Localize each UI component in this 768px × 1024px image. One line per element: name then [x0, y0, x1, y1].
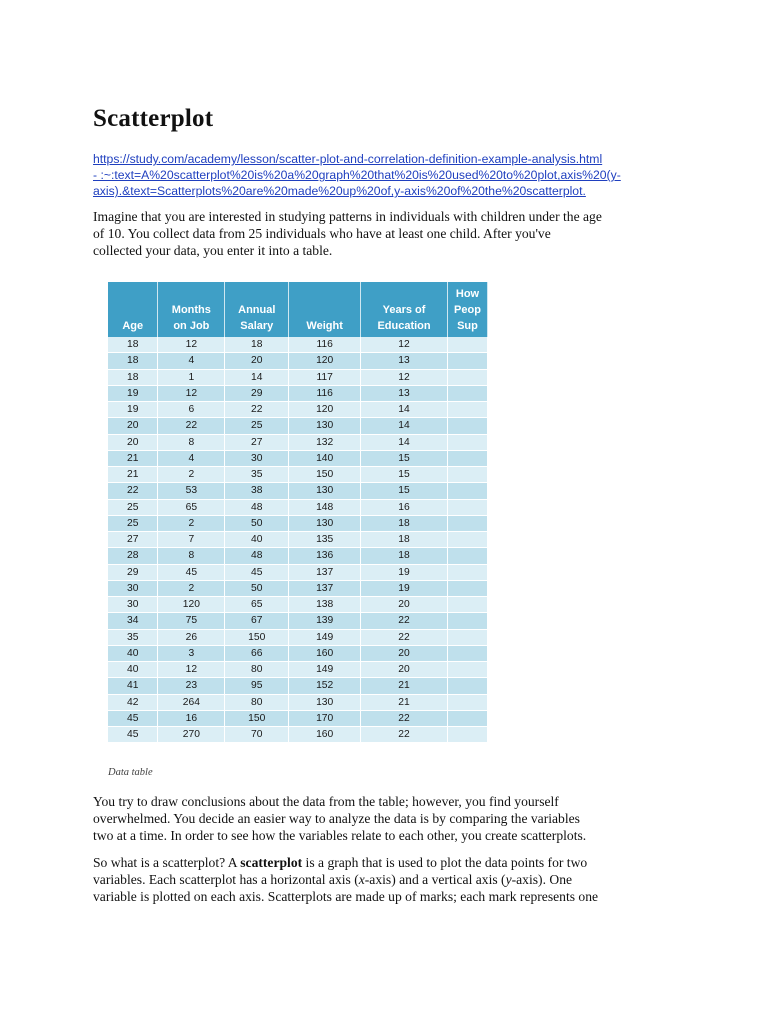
table-cell: 75	[158, 613, 225, 629]
table-row	[108, 385, 488, 401]
table-cell: 21	[108, 450, 158, 466]
table-cell: 21	[361, 694, 448, 710]
table-cell: 136	[289, 548, 361, 564]
table-cell: 120	[158, 597, 225, 613]
table-row	[108, 515, 488, 531]
table-cell: 18	[361, 532, 448, 548]
table-cell: 45	[158, 564, 225, 580]
table-cell: 2	[158, 515, 225, 531]
table-cell: 6	[158, 402, 225, 418]
paragraph-line: of 10. You collect data from 25 individuals who have at least one child. After you've	[93, 225, 551, 241]
table-cell: 18	[361, 548, 448, 564]
paragraph-line	[93, 855, 683, 872]
table-cell: 137	[289, 564, 361, 580]
table-cell: 30	[108, 597, 158, 613]
header-how-people-support: How Peop Sup	[447, 282, 487, 337]
table-row	[108, 613, 488, 629]
table-cell: 16	[361, 499, 448, 515]
table-cell	[447, 645, 487, 661]
table-cell: 65	[225, 597, 289, 613]
table-cell: 50	[225, 580, 289, 596]
table-cell: 20	[108, 418, 158, 434]
table-cell	[447, 710, 487, 726]
table-cell	[447, 678, 487, 694]
table-cell: 13	[361, 353, 448, 369]
table-body	[108, 337, 488, 742]
table-cell: 22	[108, 483, 158, 499]
table-cell: 22	[361, 710, 448, 726]
table-cell: 150	[225, 710, 289, 726]
table-cell: 152	[289, 678, 361, 694]
table-cell: 12	[158, 337, 225, 353]
table-row	[108, 532, 488, 548]
table-cell	[447, 613, 487, 629]
table-row	[108, 450, 488, 466]
table-cell: 20	[361, 597, 448, 613]
table-cell: 30	[108, 580, 158, 596]
table-row	[108, 694, 488, 710]
data-table	[108, 282, 488, 742]
source-link-line[interactable]: axis).&text=Scatterplots%20are%20made%20up%20of,y-axis%20of%20the%20scatterplot.	[93, 184, 586, 199]
paragraph-line	[93, 872, 683, 889]
header-years-of-education: Years of Education	[361, 282, 448, 337]
table-cell: 270	[158, 727, 225, 743]
table-cell: 19	[108, 402, 158, 418]
table-cell: 18	[225, 337, 289, 353]
table-cell	[447, 418, 487, 434]
table-cell: 14	[361, 434, 448, 450]
table-cell: 148	[289, 499, 361, 515]
table-cell: 38	[225, 483, 289, 499]
table-cell: 67	[225, 613, 289, 629]
table-cell: 130	[289, 694, 361, 710]
table-cell: 45	[108, 727, 158, 743]
table-cell: 16	[158, 710, 225, 726]
text-run: -axis) and a vertical axis (	[364, 871, 506, 887]
table-row	[108, 402, 488, 418]
table-cell: 149	[289, 629, 361, 645]
table-cell: 29	[225, 385, 289, 401]
table-cell: 20	[361, 662, 448, 678]
table-cell	[447, 337, 487, 353]
conclusion-paragraph	[93, 794, 683, 844]
table-cell: 30	[225, 450, 289, 466]
table-cell: 15	[361, 450, 448, 466]
table-cell: 120	[289, 402, 361, 418]
table-cell: 48	[225, 499, 289, 515]
table-cell: 149	[289, 662, 361, 678]
table-cell: 116	[289, 385, 361, 401]
table-cell	[447, 597, 487, 613]
table-cell: 22	[158, 418, 225, 434]
table-cell: 12	[361, 337, 448, 353]
table-cell: 65	[158, 499, 225, 515]
table-cell	[447, 564, 487, 580]
table-cell: 29	[108, 564, 158, 580]
table-cell	[447, 385, 487, 401]
table-cell: 35	[225, 467, 289, 483]
table-cell: 40	[108, 645, 158, 661]
table-row	[108, 710, 488, 726]
table-cell: 139	[289, 613, 361, 629]
table-cell: 7	[158, 532, 225, 548]
table-cell: 4	[158, 450, 225, 466]
table-cell: 48	[225, 548, 289, 564]
table-cell: 132	[289, 434, 361, 450]
table-cell: 95	[225, 678, 289, 694]
table-cell: 18	[108, 337, 158, 353]
text-run: -axis). One	[511, 871, 573, 887]
table-cell: 34	[108, 613, 158, 629]
table-cell: 8	[158, 548, 225, 564]
bold-term: scatterplot	[240, 855, 303, 870]
table-cell: 150	[289, 467, 361, 483]
table-header-row	[108, 282, 488, 337]
table-cell: 41	[108, 678, 158, 694]
table-cell: 22	[361, 727, 448, 743]
table-cell: 140	[289, 450, 361, 466]
table-cell: 160	[289, 727, 361, 743]
table-cell: 19	[361, 564, 448, 580]
table-row	[108, 353, 488, 369]
table-cell: 15	[361, 483, 448, 499]
table-cell: 25	[108, 515, 158, 531]
table-row	[108, 645, 488, 661]
table-cell: 1	[158, 369, 225, 385]
table-cell: 4	[158, 353, 225, 369]
table-cell	[447, 499, 487, 515]
table-cell: 25	[108, 499, 158, 515]
source-link[interactable]	[93, 151, 693, 200]
table-row	[108, 629, 488, 645]
table-row	[108, 483, 488, 499]
paragraph-line: two at a time. In order to see how the variables relate to each other, you create scatterplots.	[93, 827, 587, 843]
table-cell: 19	[108, 385, 158, 401]
table-cell: 45	[225, 564, 289, 580]
table-cell: 2	[158, 580, 225, 596]
table-cell: 116	[289, 337, 361, 353]
table-cell: 35	[108, 629, 158, 645]
header-months-on-job: Months on Job	[158, 282, 225, 337]
table-cell: 80	[225, 662, 289, 678]
source-link-line[interactable]: - :~:text=A%20scatterplot%20is%20a%20graph%20that%20is%20used%20to%20plot,axis%20(y-	[93, 168, 621, 183]
table-row	[108, 499, 488, 515]
table-cell: 50	[225, 515, 289, 531]
table-cell: 70	[225, 727, 289, 743]
table-cell: 138	[289, 597, 361, 613]
text-run: is a graph that is used to plot the data points for two	[302, 855, 588, 870]
table-cell: 20	[225, 353, 289, 369]
table-row	[108, 337, 488, 353]
table-cell: 42	[108, 694, 158, 710]
table-cell: 20	[361, 645, 448, 661]
table-cell: 130	[289, 483, 361, 499]
table-cell: 14	[361, 402, 448, 418]
table-cell: 22	[361, 629, 448, 645]
paragraph-line: overwhelmed. You decide an easier way to analyze the data is by comparing the variables	[93, 810, 580, 826]
table-cell	[447, 434, 487, 450]
table-cell	[447, 548, 487, 564]
table-row	[108, 727, 488, 743]
table-cell: 27	[225, 434, 289, 450]
table-cell	[447, 353, 487, 369]
table-row	[108, 369, 488, 385]
table-cell: 13	[361, 385, 448, 401]
table-cell	[447, 402, 487, 418]
table-cell: 170	[289, 710, 361, 726]
source-link-line[interactable]: https://study.com/academy/lesson/scatter-plot-and-correlation-definition-example-analysis.html	[93, 152, 603, 166]
table-cell: 21	[108, 467, 158, 483]
table-cell: 264	[158, 694, 225, 710]
table-cell: 40	[225, 532, 289, 548]
data-table-image	[108, 282, 488, 742]
text-run: variables. Each scatterplot has a horizontal axis (	[93, 871, 359, 887]
table-cell: 28	[108, 548, 158, 564]
table-cell: 27	[108, 532, 158, 548]
table-cell: 18	[361, 515, 448, 531]
table-cell: 2	[158, 467, 225, 483]
table-cell: 150	[225, 629, 289, 645]
table-cell: 120	[289, 353, 361, 369]
table-row	[108, 548, 488, 564]
table-cell	[447, 532, 487, 548]
header-annual-salary: Annual Salary	[225, 282, 289, 337]
table-cell: 80	[225, 694, 289, 710]
table-row	[108, 564, 488, 580]
table-row	[108, 597, 488, 613]
table-cell: 53	[158, 483, 225, 499]
table-cell: 25	[225, 418, 289, 434]
table-row	[108, 678, 488, 694]
table-cell: 3	[158, 645, 225, 661]
table-row	[108, 467, 488, 483]
definition-paragraph	[93, 855, 683, 905]
table-cell	[447, 727, 487, 743]
table-cell: 21	[361, 678, 448, 694]
paragraph-line: collected your data, you enter it into a table.	[93, 242, 333, 258]
table-cell: 130	[289, 515, 361, 531]
table-cell: 135	[289, 532, 361, 548]
paragraph-line: variable is plotted on each axis. Scatterplots are made up of marks; each mark represents one	[93, 888, 599, 904]
table-cell: 19	[361, 580, 448, 596]
table-cell: 137	[289, 580, 361, 596]
table-cell: 8	[158, 434, 225, 450]
table-cell	[447, 662, 487, 678]
table-cell	[447, 450, 487, 466]
table-cell: 160	[289, 645, 361, 661]
table-cell	[447, 369, 487, 385]
table-cell: 117	[289, 369, 361, 385]
table-cell: 40	[108, 662, 158, 678]
table-cell: 18	[108, 369, 158, 385]
table-cell: 12	[158, 385, 225, 401]
table-cell	[447, 694, 487, 710]
italic-term: x	[358, 871, 365, 887]
paragraph-line: You try to draw conclusions about the data from the table; however, you find yourself	[93, 794, 559, 809]
table-row	[108, 418, 488, 434]
table-cell	[447, 515, 487, 531]
intro-paragraph	[93, 209, 683, 259]
table-cell: 20	[108, 434, 158, 450]
table-cell: 14	[225, 369, 289, 385]
table-cell	[447, 467, 487, 483]
table-row	[108, 580, 488, 596]
text-run: So what is a scatterplot? A	[93, 855, 241, 870]
header-age: Age	[108, 282, 158, 337]
table-cell: 12	[158, 662, 225, 678]
table-cell	[447, 629, 487, 645]
table-cell: 18	[108, 353, 158, 369]
table-cell: 66	[225, 645, 289, 661]
table-cell	[447, 483, 487, 499]
table-cell: 130	[289, 418, 361, 434]
italic-term: y	[505, 871, 512, 887]
table-cell: 15	[361, 467, 448, 483]
table-cell: 22	[361, 613, 448, 629]
table-row	[108, 662, 488, 678]
header-weight: Weight	[289, 282, 361, 337]
table-caption: Data table	[108, 767, 153, 778]
table-cell: 12	[361, 369, 448, 385]
table-row	[108, 434, 488, 450]
table-cell	[447, 580, 487, 596]
table-cell: 26	[158, 629, 225, 645]
table-cell: 14	[361, 418, 448, 434]
paragraph-line: Imagine that you are interested in studying patterns in individuals with children under the age	[93, 209, 602, 224]
table-cell: 45	[108, 710, 158, 726]
table-cell: 22	[225, 402, 289, 418]
table-cell: 23	[158, 678, 225, 694]
page-title: Scatterplot	[93, 105, 214, 132]
